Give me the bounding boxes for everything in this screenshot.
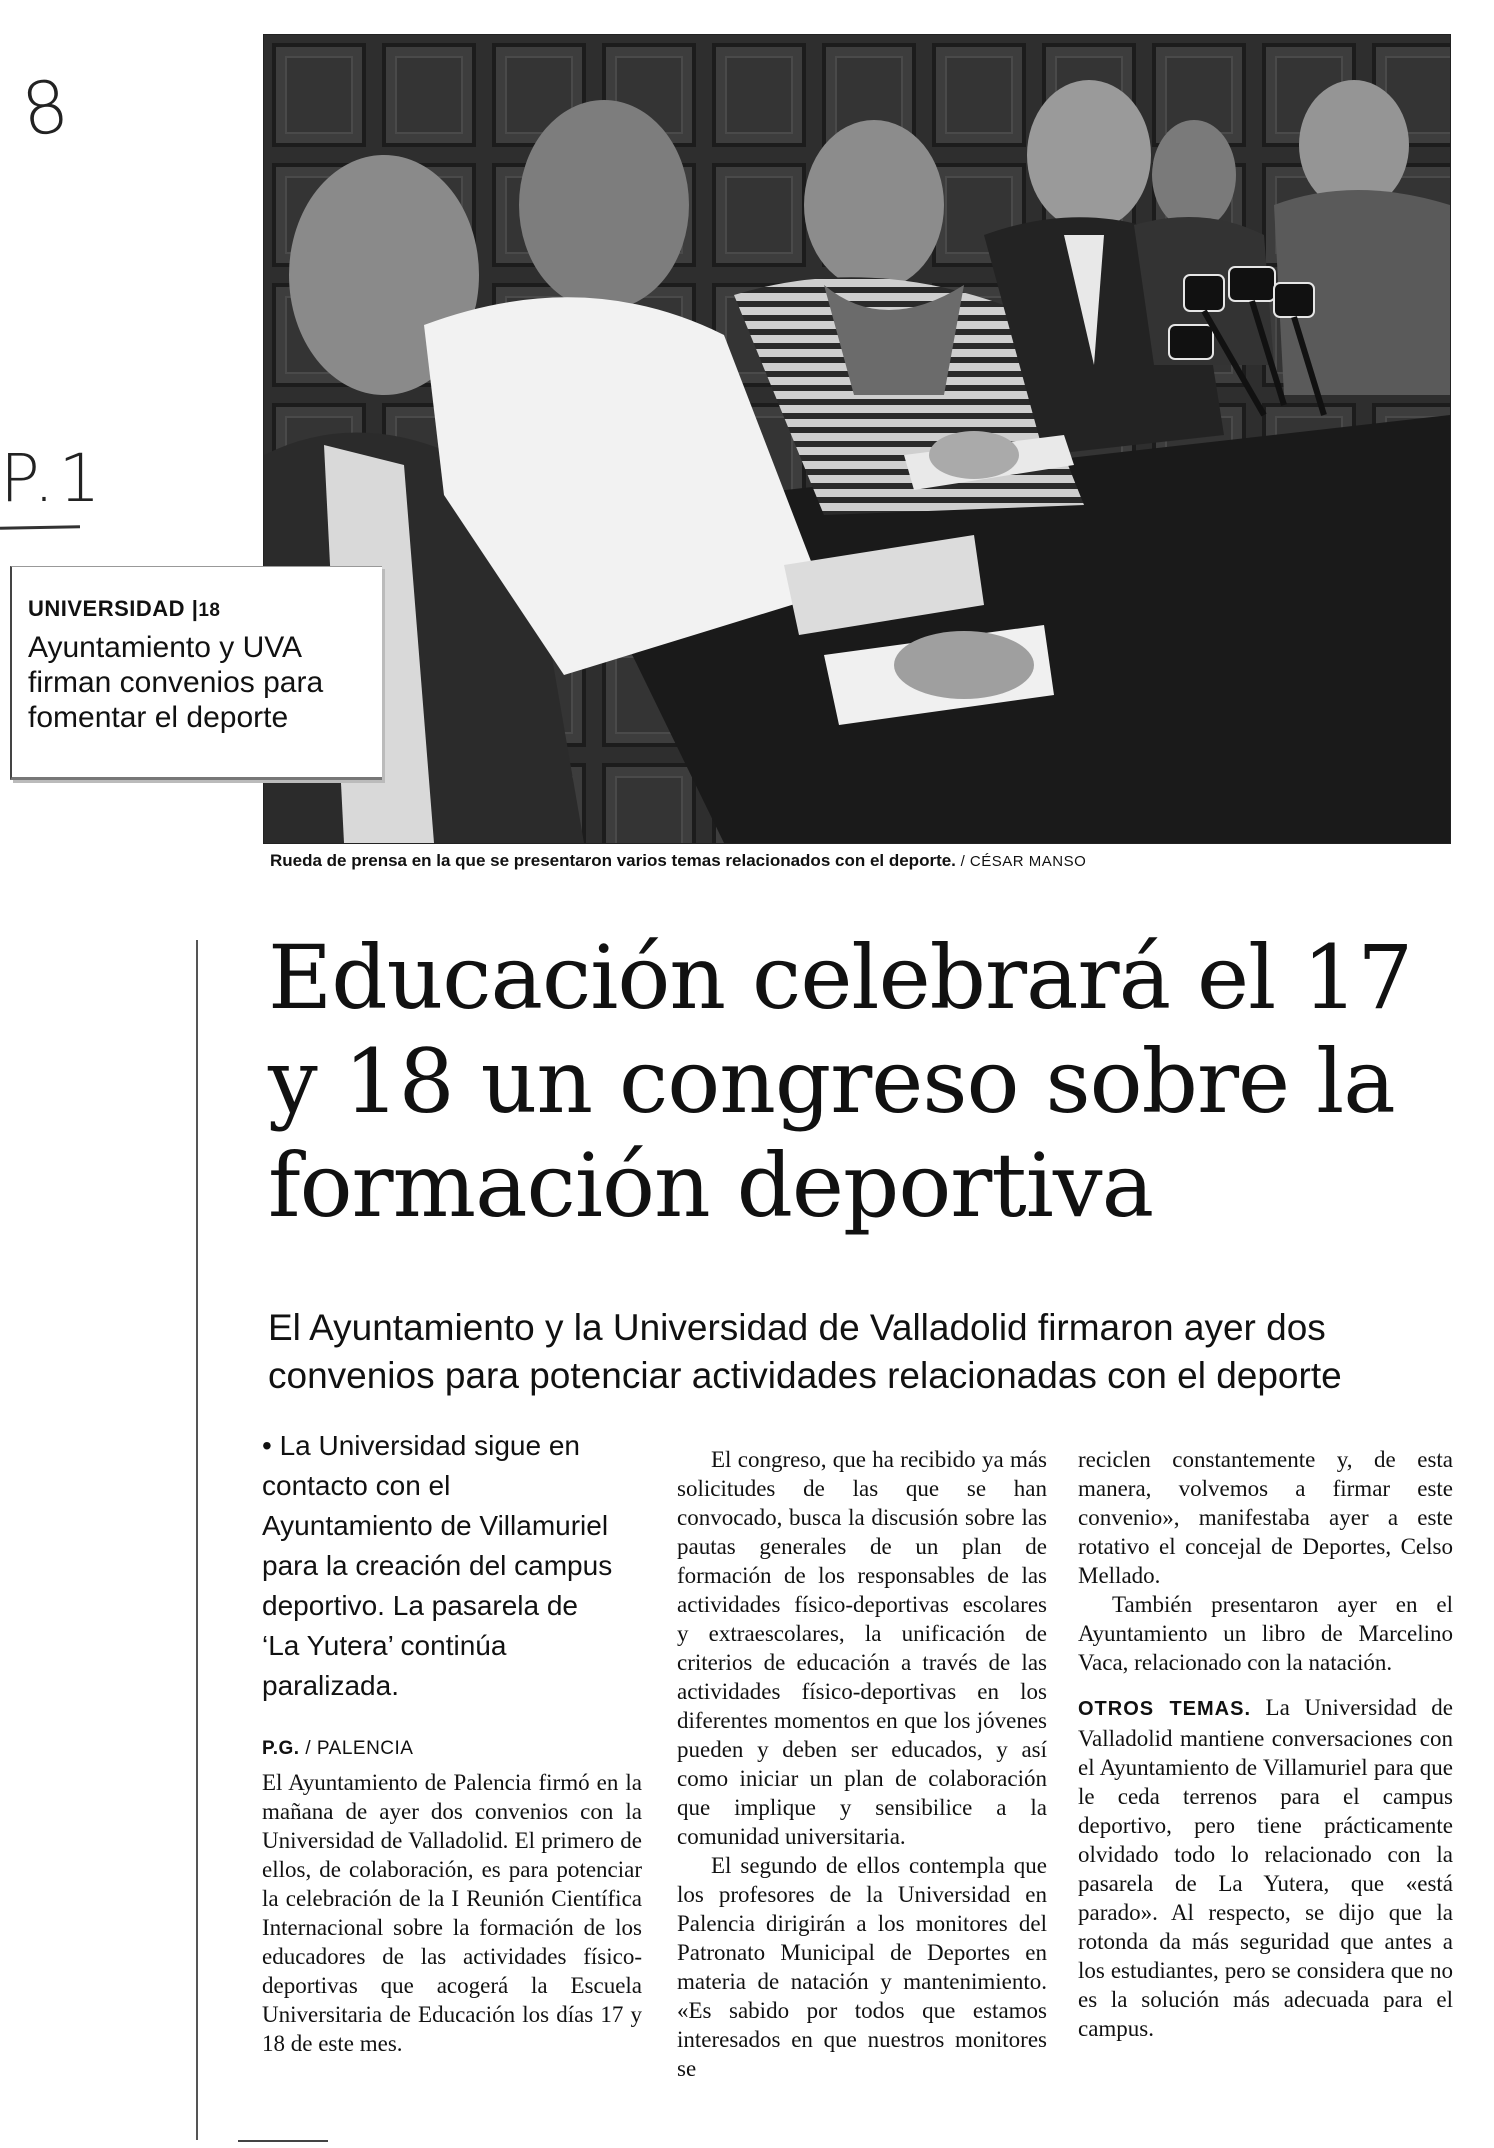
section-lead-in: OTROS TEMAS. — [1078, 1698, 1252, 1720]
article-summary-bullet: • La Universidad sigue en contacto con el Ayuntamiento de Villamuriel para la creación del campus deportivo. La pasarela de ‘La Yutera’ continúa paralizada. — [262, 1430, 613, 1701]
article-byline — [262, 1738, 413, 1760]
byline-place: / PALENCIA — [299, 1738, 414, 1759]
photo-caption — [270, 851, 1470, 871]
body-paragraph: También presentaron ayer en el Ayuntamiento un libro de Marcelino Vaca, relacionado con la natación. — [1078, 1592, 1453, 1675]
sidebar-kicker — [28, 596, 221, 622]
article-headline — [268, 926, 1468, 1238]
press-photo — [263, 34, 1451, 844]
byline-author: P.G. — [262, 1738, 300, 1759]
sidebar-headline: Ayuntamiento y UVA firman convenios para fomentar el deporte — [28, 631, 324, 734]
body-paragraph: El segundo de ellos contempla que los profesores de la Universidad en Palencia dirigirán a los monitores del Patronato Municipal de Deportes en materia de natación y mantenimiento. «Es sabido por todos que estamos interesados en que nuestros monitores se — [677, 1853, 1047, 2081]
photo-credit: / CÉSAR MANSO — [955, 853, 1087, 870]
headline-line: y 18 un congreso sobre la — [268, 1030, 1395, 1133]
headline-line: Educación celebrará el 17 — [268, 926, 1413, 1029]
body-paragraph: El Ayuntamiento de Palencia firmó en la mañana de ayer dos convenios con la Universidad de Valladolid. El primero de ellos, de colaboración, es para potenciar la celebración de la I Reunión Científica Internacional sobre la formación de los educadores de las actividades físico-deportivas que acogerá la Escuela Universitaria de Educación los días 17 y 18 de este mes. — [262, 1770, 642, 2056]
section-text: La Universidad de Valladolid mantiene conversaciones con el Ayuntamiento de Villamuriel para que le ceda terrenos para el campus deportivo, pero tiene prácticamente olvidado todo lo relacionado con la pasarela de La Yutera, que «está parado». Al respecto, se dijo que la rotonda da más seguridad que antes a los estudiantes, pero se considera que no es la solución más adecuada para el campus. — [1078, 1695, 1453, 2041]
body-paragraph: El congreso, que ha recibido ya más solicitudes de las que se han convocado, busca la discusión sobre las pautas generales de un plan de formación de los responsables de las actividades físico-deportivas escolares y extraescolares, la unificación de criterios de educación a través de las actividades físico-deportivas en los diferentes momentos en que los jóvenes pueden y deben ser educados, y así como iniciar un plan de colaboración que implique y sensibilice a la comunidad universitaria. — [677, 1447, 1047, 1849]
caption-text: Rueda de prensa en la que se presentaron varios temas relacionados con el deporte. — [270, 851, 956, 870]
article-column-2 — [677, 1445, 1047, 2083]
article-column-1 — [262, 1768, 642, 2058]
headline-line: formación deportiva — [268, 1134, 1154, 1237]
handwritten-p-mark: P.1 — [0, 440, 105, 517]
paragraph-gap — [1078, 1677, 1453, 1693]
article-column-3 — [1078, 1445, 1453, 2043]
handwritten-page-mark: 8 — [16, 63, 74, 153]
sidebar-section: UNIVERSIDAD — [28, 596, 186, 621]
sidebar-page-ref: 18 — [198, 600, 221, 621]
body-paragraph-section — [1078, 1693, 1453, 2043]
press-photo-illustration — [264, 35, 1450, 843]
body-paragraph: reciclen constantemente y, de esta manera, volvemos a firmar este convenio», manifestaba ayer a este rotativo el concejal de Deportes, Celso Mellado. — [1078, 1447, 1453, 1588]
sidebar-separator: | — [191, 596, 199, 621]
bottom-rule — [238, 2140, 328, 2142]
column-divider — [196, 940, 198, 2140]
article-subhead: El Ayuntamiento y la Universidad de Valladolid firmaron ayer dos convenios para potenciar actividades relacionadas con el deporte — [268, 1307, 1342, 1396]
handwritten-underline — [0, 525, 80, 529]
